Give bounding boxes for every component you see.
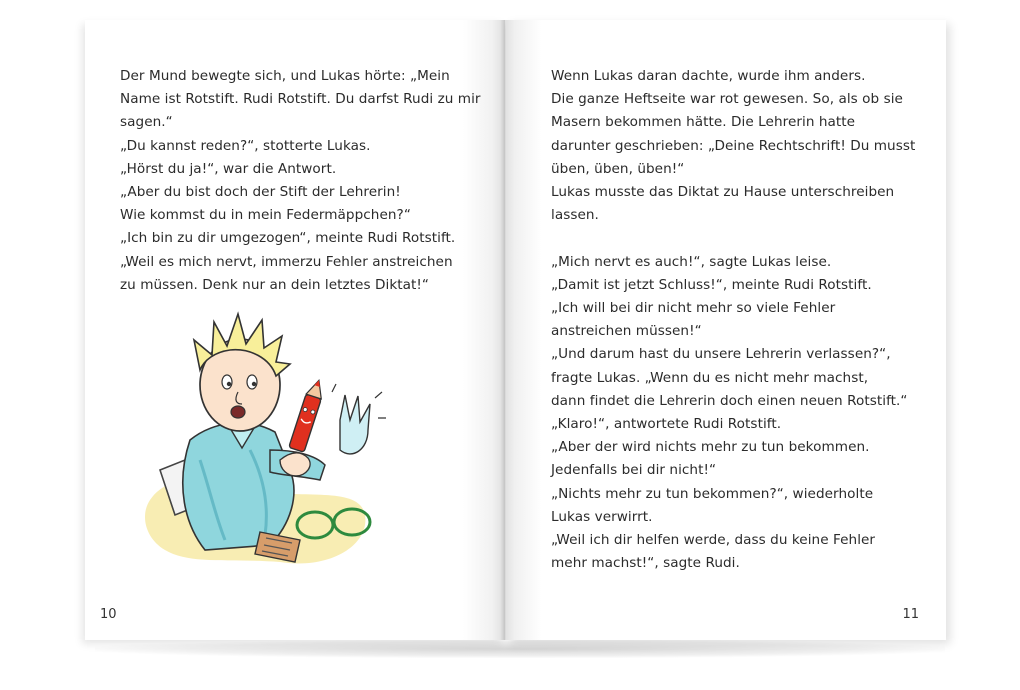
text-line: „Weil ich dir helfen werde, dass du keine Fehler — [551, 532, 876, 549]
text-line: „Und darum hast du unsere Lehrerin verlassen?“, — [551, 346, 891, 363]
text-line: darunter geschrieben: „Deine Rechtschrift! Du musst — [551, 137, 916, 154]
text-line: „Weil es mich nervt, immerzu Fehler anstreichen — [120, 253, 453, 270]
text-line: Lukas verwirrt. — [551, 508, 653, 525]
text-line: „Damit ist jetzt Schluss!“, meinte Rudi Rotstift. — [551, 276, 872, 293]
left-page — [85, 20, 505, 640]
page-number-left: 10 — [100, 607, 117, 622]
text-line: anstreichen müssen!“ — [551, 323, 702, 340]
text-line: üben, üben, üben!“ — [551, 160, 685, 177]
text-line: „Klaro!“, antwortete Rudi Rotstift. — [551, 416, 782, 433]
text-line: Die ganze Heftseite war rot gewesen. So, als ob sie — [551, 91, 903, 108]
text-line: dann findet die Lehrerin doch einen neuen Rotstift.“ — [551, 392, 908, 409]
text-line: Wenn Lukas daran dachte, wurde ihm anders. — [551, 68, 866, 84]
text-line: „Hörst du ja!“, war die Antwort. — [120, 160, 337, 177]
paragraph-gap — [551, 227, 936, 250]
text-line: „Du kannst reden?“, stotterte Lukas. — [120, 137, 371, 154]
text-line: „Ich will bei dir nicht mehr so viele Fehler — [551, 300, 836, 317]
right-page — [506, 20, 946, 640]
text-line: „Aber du bist doch der Stift der Lehrerin! — [120, 184, 401, 201]
text-line: Lukas musste das Diktat zu Hause unterschreiben — [551, 184, 895, 201]
text-line: Der Mund bewegte sich, und Lukas hörte: „Mein — [120, 68, 450, 84]
text-line: „Nichts mehr zu tun bekommen?“, wiederholte — [551, 485, 874, 502]
text-line: Wie kommst du in mein Federmäppchen?“ — [120, 207, 411, 224]
right-page-text — [551, 65, 936, 575]
text-line: „Mich nervt es auch!“, sagte Lukas leise. — [551, 253, 832, 270]
text-line: lassen. — [551, 207, 599, 224]
text-line: mehr machst!“, sagte Rudi. — [551, 555, 740, 572]
page-number-right: 11 — [902, 607, 919, 622]
text-line: zu müssen. Denk nur an dein letztes Diktat!“ — [120, 276, 429, 293]
text-line: fragte Lukas. „Wenn du es nicht mehr machst, — [551, 369, 869, 386]
left-page-text — [120, 65, 495, 297]
text-line: Masern bekommen hätte. Die Lehrerin hatte — [551, 114, 856, 131]
text-line: Jedenfalls bei dir nicht!“ — [551, 462, 717, 479]
text-line: Name ist Rotstift. Rudi Rotstift. Du darfst Rudi zu mir — [120, 91, 481, 108]
text-line: „Aber der wird nichts mehr zu tun bekommen. — [551, 439, 870, 456]
boy-with-pencil-illustration — [130, 300, 390, 580]
text-line: „Ich bin zu dir umgezogen“, meinte Rudi Rotstift. — [120, 230, 456, 247]
text-line: sagen.“ — [120, 114, 173, 131]
book-shadow — [95, 640, 945, 658]
